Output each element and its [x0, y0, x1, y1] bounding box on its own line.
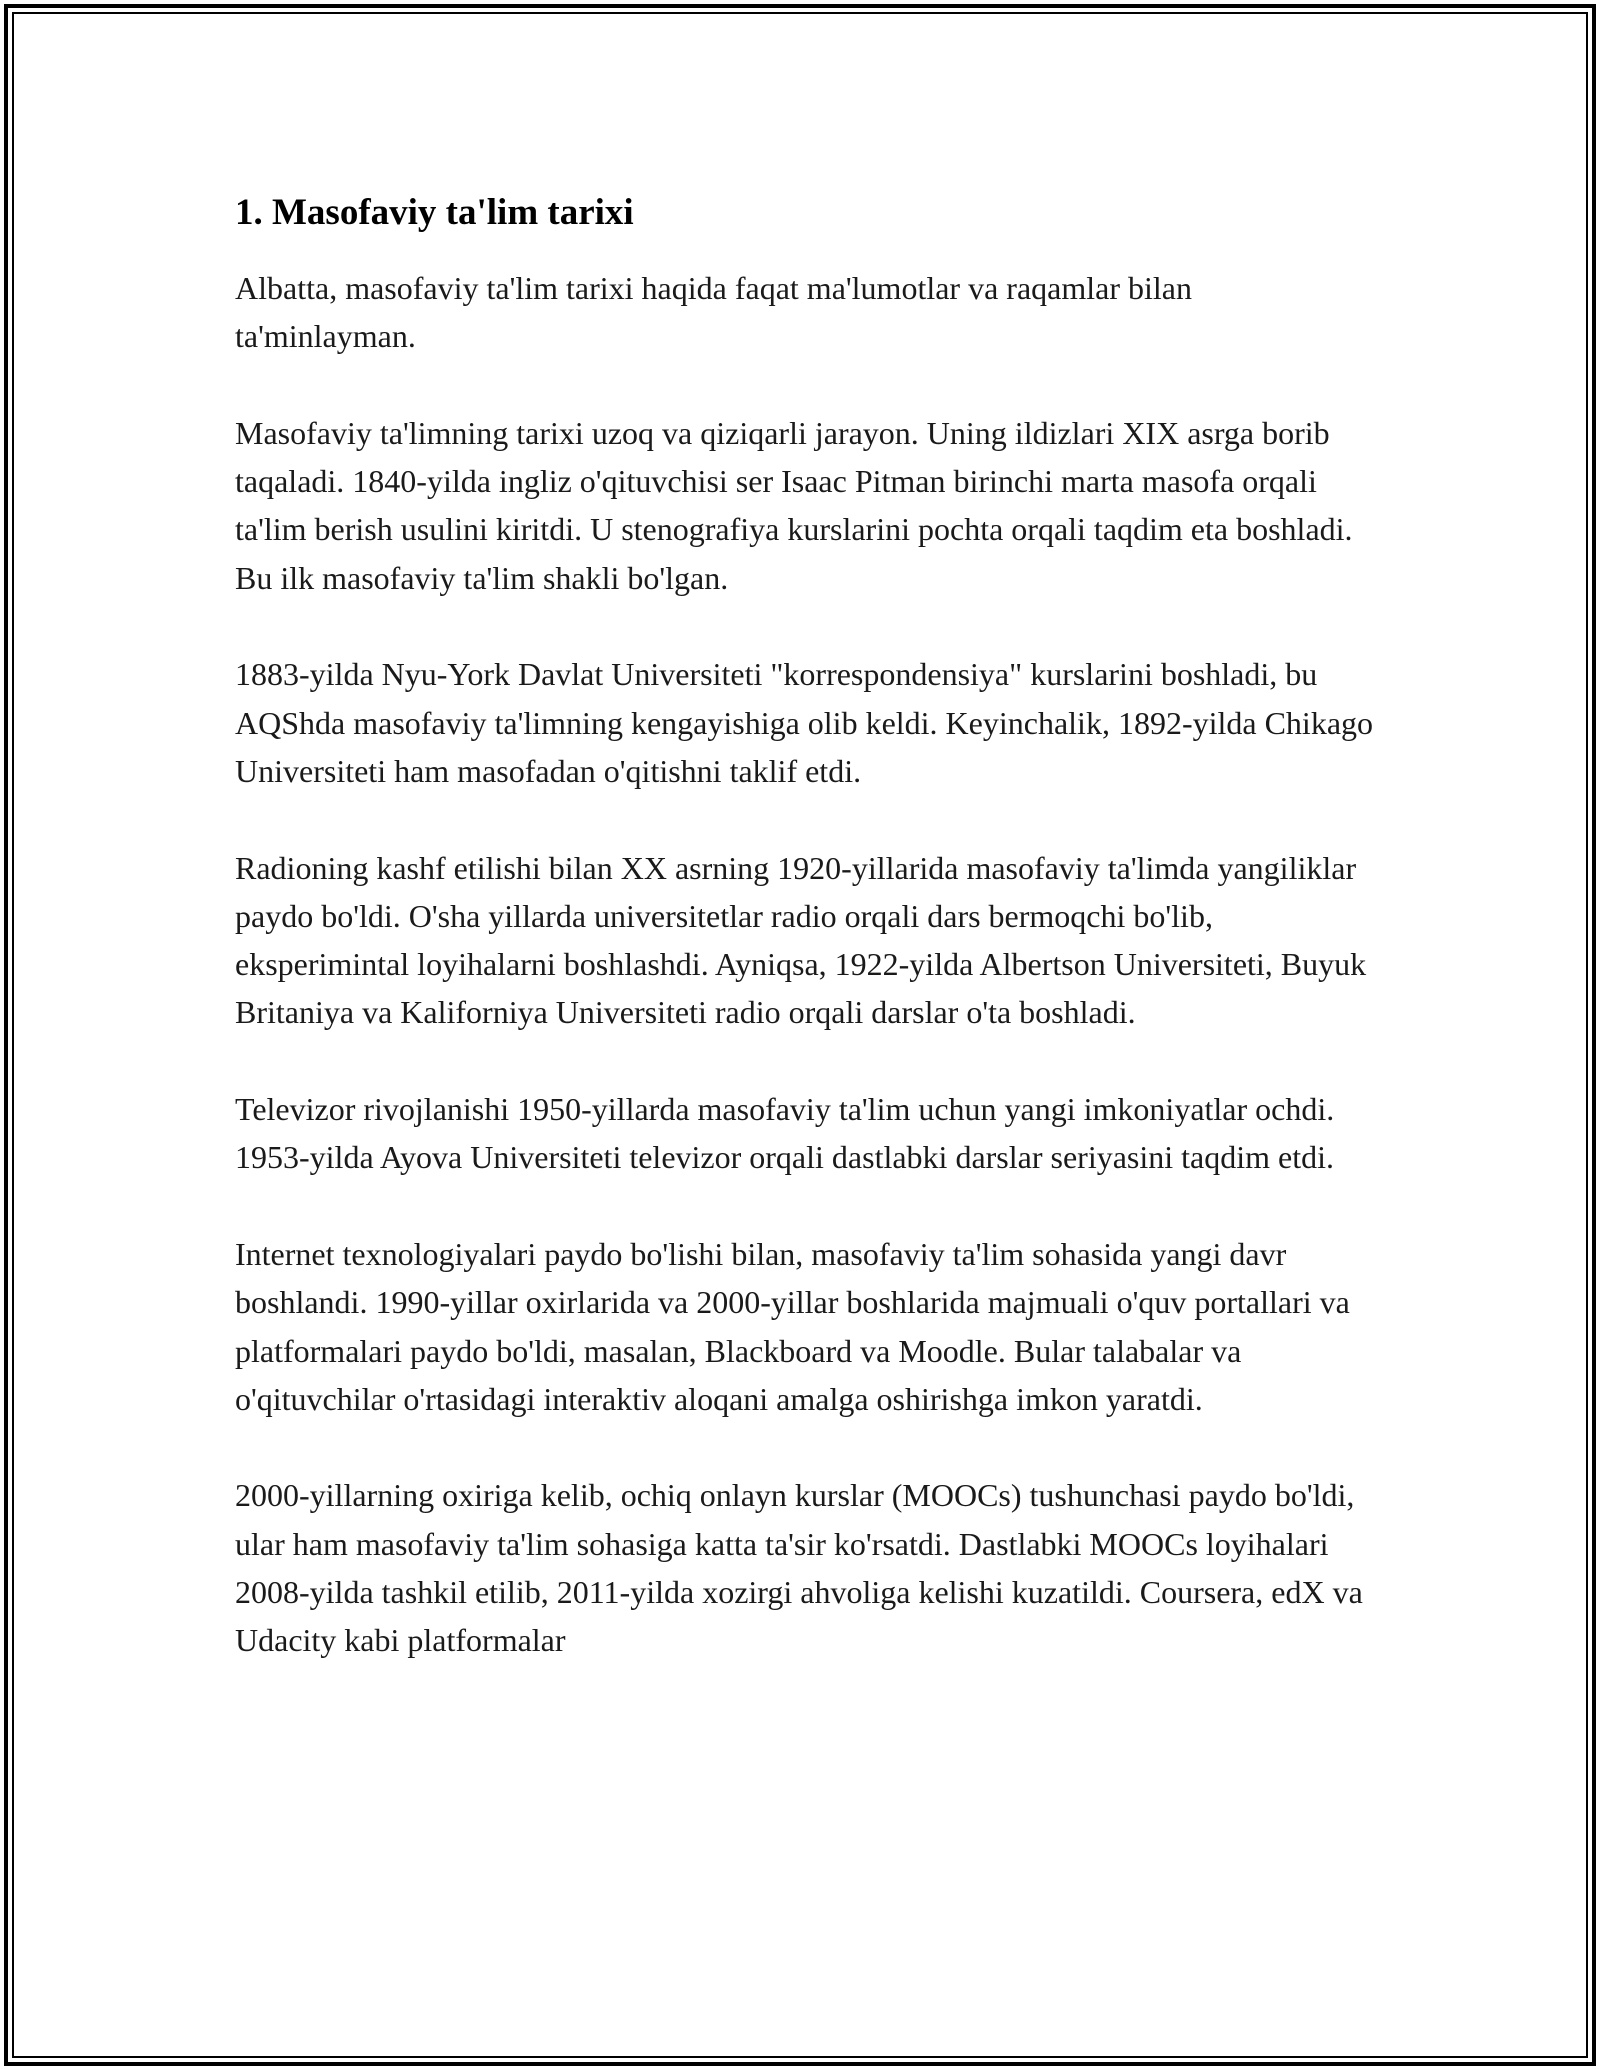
paragraph-intro: Albatta, masofaviy ta'lim tarixi haqida faqat ma'lumotlar va raqamlar bilan ta'minlayman.: [235, 270, 1192, 355]
paragraph-television: Televizor rivojlanishi 1950-yillarda masofaviy ta'lim uchun yangi imkoniyatlar ochdi. 1953-yilda Ayova Universiteti televizor orqali dastlabki darslar seriyasini taqdim etdi.: [235, 1091, 1335, 1176]
paragraph-moocs: 2000-yillarning oxiriga kelib, ochiq onlayn kurslar (MOOCs) tushunchasi paydo bo'ldi, ular ham masofaviy ta'lim sohasiga katta ta'sir ko'rsatdi. Dastlabki MOOCs loyihalari 2008-yilda tashkil etilib, 2011-yilda xozirgi ahvoliga kelishi kuzatildi. Coursera, edX va Udacity kabi platformalar: [235, 1477, 1363, 1659]
paragraph-internet: Internet texnologiyalari paydo bo'lishi bilan, masofaviy ta'lim sohasida yangi davr boshlandi. 1990-yillar oxirlarida va 2000-yillar boshlarida majmuali o'quv portallari va platformalari paydo bo'ldi, masalan, Blackboard va Moodle. Bular talabalar va o'qituvchilar o'rtasidagi interaktiv aloqani amalga oshirishga imkon yaratdi.: [235, 1235, 1350, 1417]
section-heading: 1. Masofaviy ta'lim tarixi: [235, 192, 634, 233]
document-body: [235, 188, 1380, 1665]
paragraph-correspondence: 1883-yilda Nyu-York Davlat Universiteti "korrespondensiya" kurslarini boshladi, bu AQShda masofaviy ta'limning kengayishiga olib keldi. Keyinchalik, 1892-yilda Chikago Universiteti ham masofadan o'qitishni taklif etdi.: [235, 656, 1374, 789]
paragraph-radio: Radioning kashf etilishi bilan XX asrning 1920-yillarida masofaviy ta'limda yangiliklar paydo bo'ldi. O'sha yillarda universitetlar radio orqali dars bermoqchi bo'lib, eksperimintal loyihalarni boshlashdi. Ayniqsa, 1922-yilda Albertson Universiteti, Buyuk Britaniya va Kaliforniya Universiteti radio orqali darslar o'ta boshladi.: [235, 849, 1367, 1031]
paragraph-origins: Masofaviy ta'limning tarixi uzoq va qiziqarli jarayon. Uning ildizlari XIX asrga borib taqaladi. 1840-yilda ingliz o'qituvchisi ser Isaac Pitman birinchi marta masofa orqali ta'lim berish usulini kiritdi. U stenografiya kurslarini pochta orqali taqdim eta boshladi. Bu ilk masofaviy ta'lim shakli bo'lgan.: [235, 414, 1353, 596]
